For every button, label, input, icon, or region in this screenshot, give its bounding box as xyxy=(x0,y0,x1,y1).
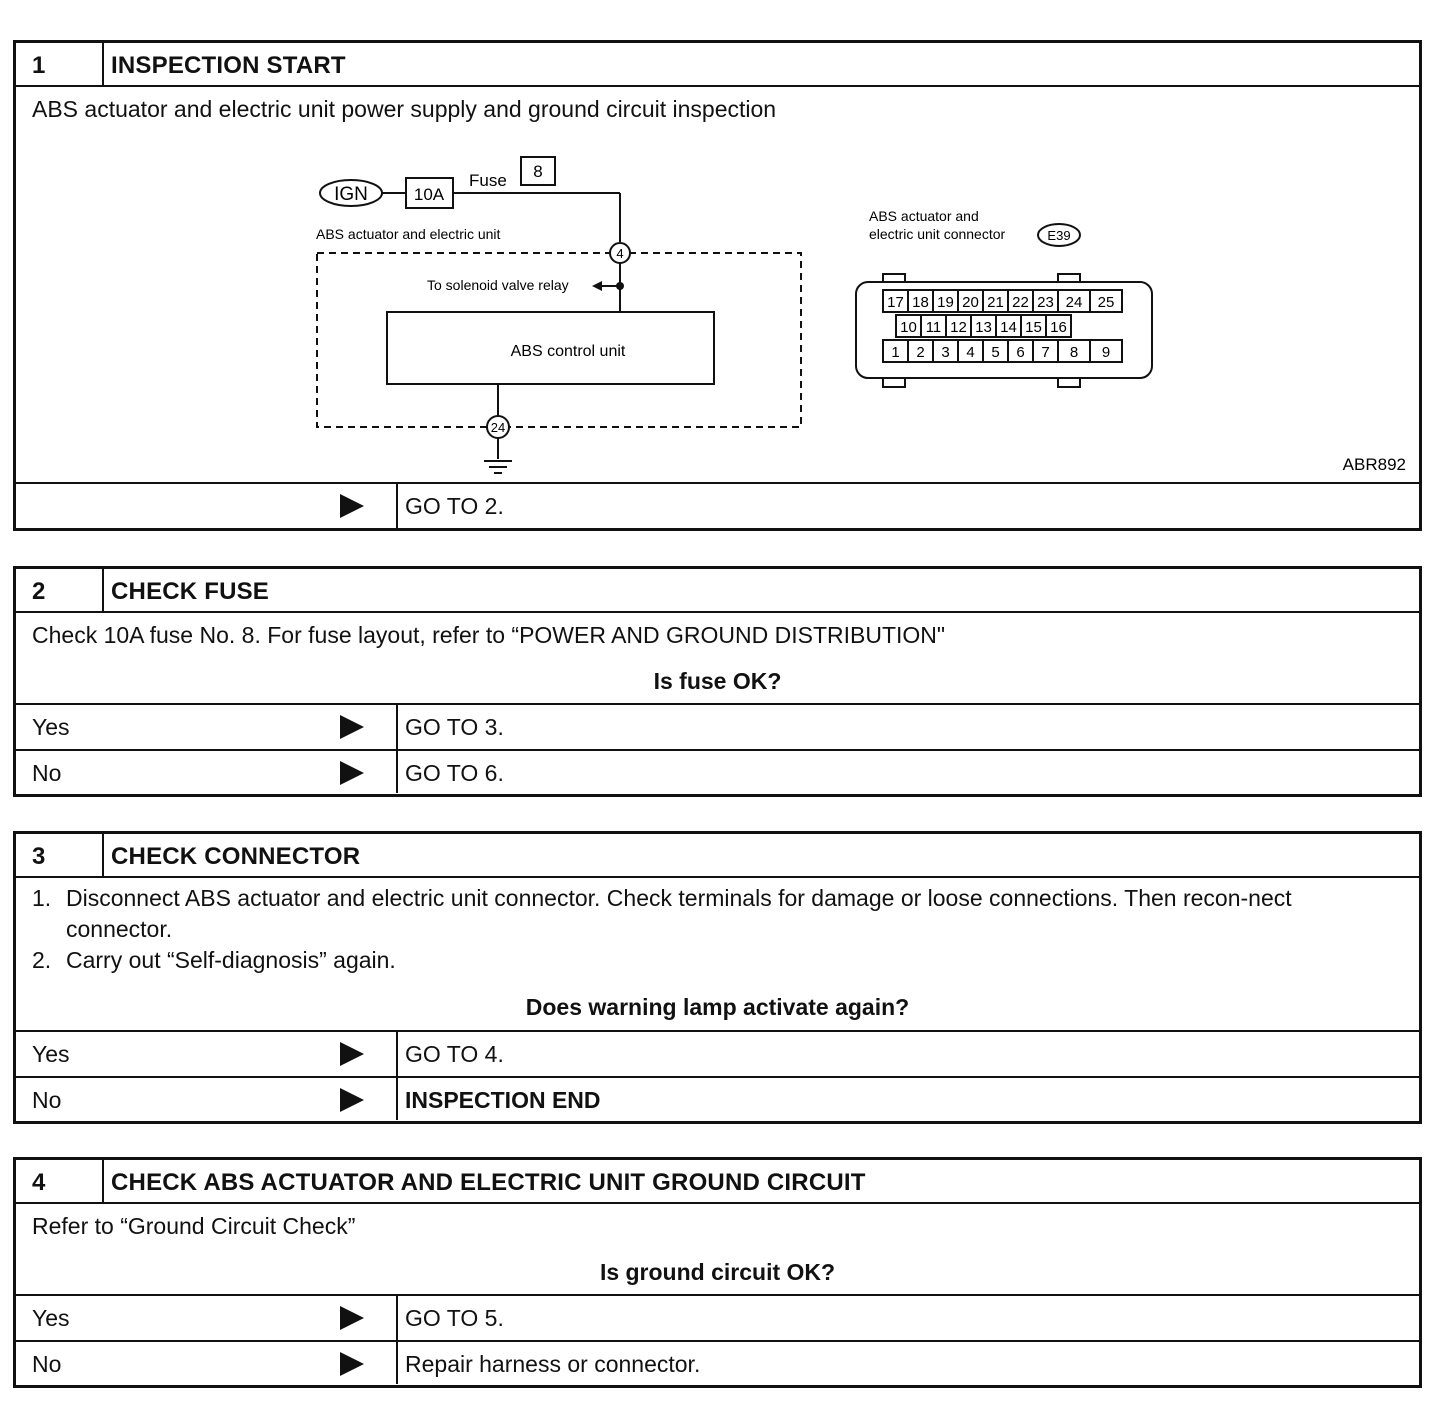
connector-tab xyxy=(883,378,905,387)
step-3-table xyxy=(13,831,1422,1124)
step-description: Refer to “Ground Circuit Check” xyxy=(32,1213,356,1239)
result-action: GO TO 4. xyxy=(405,1041,504,1067)
arrow-right-icon xyxy=(340,1352,364,1376)
connector-pin-label: 14 xyxy=(1000,319,1017,336)
ign-label: IGN xyxy=(334,184,368,205)
step-number: 3 xyxy=(16,834,104,876)
connector-pin-label: 12 xyxy=(950,319,967,336)
connector-pin-label: 11 xyxy=(925,319,942,336)
circuit-diagram xyxy=(16,87,1419,482)
result-label: No xyxy=(32,1087,62,1113)
step-title: CHECK FUSE xyxy=(111,578,270,605)
step-1-table xyxy=(13,40,1422,531)
connector-pin-label: 15 xyxy=(1025,319,1042,336)
step-body xyxy=(16,87,1419,484)
result-row-no xyxy=(16,1076,1419,1120)
result-row-no xyxy=(16,749,1419,793)
result-action: Repair harness or connector. xyxy=(405,1351,701,1377)
step-body xyxy=(16,1204,1419,1296)
result-action: GO TO 2. xyxy=(405,493,504,519)
connector-pin-label: 19 xyxy=(937,294,954,311)
connector-pin-label: 5 xyxy=(991,344,1000,361)
step-question: Does warning lamp activate again? xyxy=(525,994,910,1020)
step-number: 4 xyxy=(16,1160,104,1202)
connector-pin-label: 25 xyxy=(1097,294,1115,311)
step-header xyxy=(16,834,1419,878)
instruction-item: 1. Disconnect ABS actuator and electric unit connector. Check terminals for damage or loose connections. Then recon-nect connector. xyxy=(32,885,1292,942)
fuse-number: 8 xyxy=(533,162,543,181)
connector-tab xyxy=(1058,378,1080,387)
result-row-yes xyxy=(16,1032,1419,1076)
arrow-right-icon xyxy=(340,1088,364,1112)
connector-pin-label: 10 xyxy=(900,319,917,336)
terminal-24-label: 24 xyxy=(490,420,506,435)
connector-pin-label: 17 xyxy=(887,294,904,311)
result-action: GO TO 5. xyxy=(405,1305,504,1331)
result-action: INSPECTION END xyxy=(405,1087,601,1113)
step-header xyxy=(16,1160,1419,1204)
step-body xyxy=(16,613,1419,705)
arrow-right-icon xyxy=(340,494,364,518)
connector-pin-label: 1 xyxy=(891,344,900,361)
ground-icon xyxy=(484,461,512,473)
result-label: Yes xyxy=(32,1041,70,1067)
step-instructions xyxy=(32,883,1375,976)
relay-label: To solenoid valve relay xyxy=(427,277,569,293)
step-number: 2 xyxy=(16,569,104,611)
step-4-table xyxy=(13,1157,1422,1388)
terminal-4-label: 4 xyxy=(616,246,624,261)
connector-pin-label: 18 xyxy=(912,294,929,311)
arrow-right-icon xyxy=(340,1306,364,1330)
arrow-right-icon xyxy=(340,715,364,739)
step-description: Check 10A fuse No. 8. For fuse layout, refer to “POWER AND GROUND DISTRIBUTION" xyxy=(32,622,946,648)
connector-title-2: electric unit connector xyxy=(869,226,1006,242)
connector-pin-label: 8 xyxy=(1069,344,1079,361)
result-label: No xyxy=(32,760,62,786)
step-title: CHECK ABS ACTUATOR AND ELECTRIC UNIT GROUND CIRCUIT xyxy=(111,1169,866,1196)
fuse-label: Fuse xyxy=(469,171,507,190)
step-2-table xyxy=(13,566,1422,797)
result-label: Yes xyxy=(32,714,70,740)
step-header xyxy=(16,569,1419,613)
step-title: CHECK CONNECTOR xyxy=(111,843,361,870)
connector-pin-label: 23 xyxy=(1037,294,1054,311)
figure-code: ABR892 xyxy=(1342,455,1406,474)
connector-id: E39 xyxy=(1047,228,1071,243)
unit-label: ABS actuator and electric unit xyxy=(316,226,501,242)
step-question: Is fuse OK? xyxy=(653,668,782,694)
connector-pin-label: 3 xyxy=(941,344,950,361)
result-row-yes xyxy=(16,1296,1419,1340)
instruction-item: 2. Carry out “Self-diagnosis” again. xyxy=(32,947,396,973)
control-unit-label: ABS control unit xyxy=(510,343,626,360)
arrow-right-icon xyxy=(340,1042,364,1066)
step-description: ABS actuator and electric unit power supply and ground circuit inspection xyxy=(32,96,777,122)
connector-pin-label: 9 xyxy=(1101,344,1111,361)
connector-pin-label: 21 xyxy=(987,294,1004,311)
connector-pin-label: 22 xyxy=(1012,294,1029,311)
arrow-left-icon xyxy=(592,281,602,291)
connector-pin-label: 16 xyxy=(1050,319,1067,336)
result-label: No xyxy=(32,1351,62,1377)
connector-pin-label: 20 xyxy=(962,294,979,311)
connector-title-1: ABS actuator and xyxy=(869,208,979,224)
step-title: INSPECTION START xyxy=(111,52,346,79)
result-action: GO TO 3. xyxy=(405,714,504,740)
result-row-yes xyxy=(16,705,1419,749)
step-body xyxy=(16,878,1419,1032)
result-label: Yes xyxy=(32,1305,70,1331)
connector-pin-label: 13 xyxy=(975,319,992,336)
step-question: Is ground circuit OK? xyxy=(599,1259,836,1285)
connector-pin-label: 7 xyxy=(1041,344,1050,361)
step-number: 1 xyxy=(16,43,104,85)
step-header xyxy=(16,43,1419,87)
connector-pin-label: 6 xyxy=(1016,344,1025,361)
connector-pin-label: 24 xyxy=(1065,294,1083,311)
connector-pin-label: 4 xyxy=(966,344,975,361)
arrow-right-icon xyxy=(340,761,364,785)
result-row xyxy=(16,484,1419,528)
result-action: GO TO 6. xyxy=(405,760,504,786)
result-row-no xyxy=(16,1340,1419,1384)
connector-pin-label: 2 xyxy=(916,344,925,361)
fuse-rating: 10A xyxy=(413,185,445,204)
